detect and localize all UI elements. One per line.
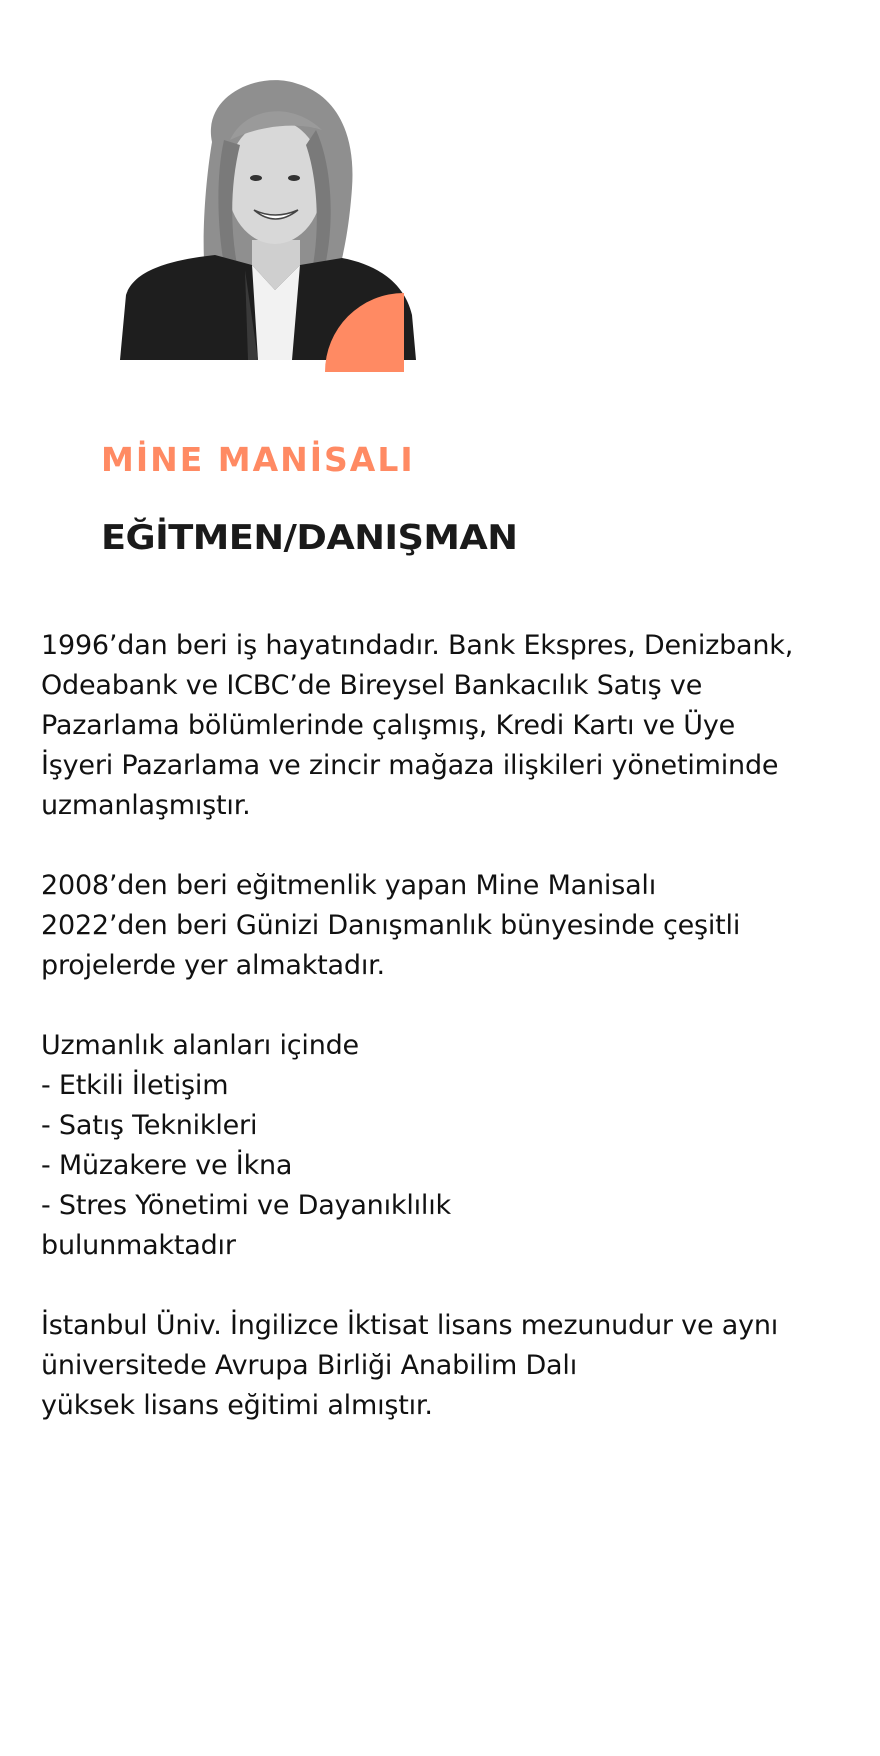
person-name: MİNE MANİSALI [101, 440, 415, 479]
expertise-item: - Etkili İletişim [41, 1070, 229, 1101]
bio-paragraph-career [41, 626, 871, 826]
portrait-illustration [120, 70, 440, 415]
bio-line: Uzmanlık alanları içinde [41, 1030, 359, 1061]
expertise-item: - Satış Teknikleri [41, 1110, 258, 1141]
bio-line: İstanbul Üniv. İngilizce İktisat lisans mezunudur ve aynı [41, 1310, 779, 1341]
expertise-item: - Stres Yönetimi ve Dayanıklılık [41, 1190, 451, 1221]
bio-line: 1996’dan beri iş hayatındadır. Bank Ekspres, Denizbank, [41, 630, 794, 661]
bio-paragraph-training [41, 866, 871, 986]
bio-line: uzmanlaşmıştır. [41, 790, 251, 821]
bio-paragraph-expertise [41, 1026, 871, 1266]
bio-line: bulunmaktadır [41, 1230, 236, 1261]
person-role: EĞİTMEN/DANIŞMAN [101, 518, 518, 558]
biography [41, 626, 871, 1466]
bio-line: Pazarlama bölümlerinde çalışmış, Kredi Kartı ve Üye [41, 710, 736, 741]
bio-line: 2022’den beri Günizi Danışmanlık bünyesinde çeşitli [41, 910, 741, 941]
bio-line: Odeabank ve ICBC’de Bireysel Bankacılık Satış ve [41, 670, 703, 701]
bio-line: üniversitede Avrupa Birliği Anabilim Dalı [41, 1350, 578, 1381]
bio-line: 2008’den beri eğitmenlik yapan Mine Manisalı [41, 870, 657, 901]
expertise-item: - Müzakere ve İkna [41, 1150, 293, 1181]
bio-line: projelerde yer almaktadır. [41, 950, 385, 981]
bio-line: yüksek lisans eğitimi almıştır. [41, 1390, 433, 1421]
bio-paragraph-education [41, 1306, 871, 1426]
profile-photo [120, 70, 440, 415]
bio-line: İşyeri Pazarlama ve zincir mağaza ilişkileri yönetiminde [41, 750, 779, 781]
